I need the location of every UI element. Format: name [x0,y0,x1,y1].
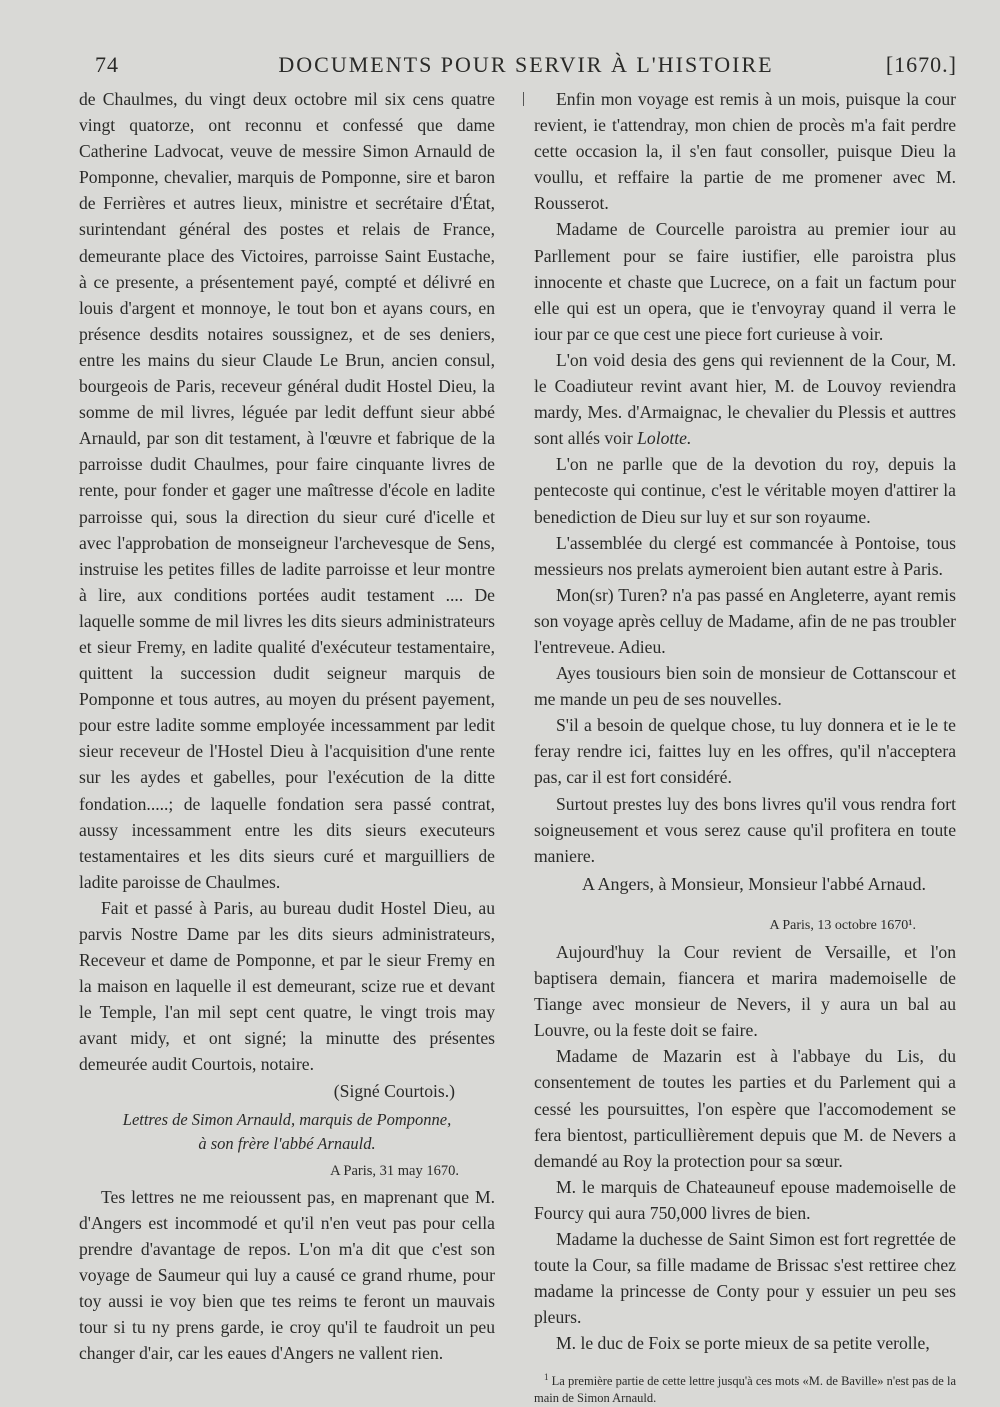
letter-paragraph: Enfin mon voyage est remis à un mois, puisque la cour revient, ie t'attendray, mon chien de procès m'a fait perdre cette occasion la, il s'en faut consoller, puisque Dieu la voullu, et reffaire la partie de me promener avec M. Rousserot. [534,89,956,214]
header-year: [1670.] [885,52,957,77]
letter-paragraph: Surtout prestes luy des bons livres qu'il vous rendra fort soigneusement et vous serez cause qu'il profitera en toute maniere. [534,793,956,866]
left-column [79,86,495,1366]
letter-title-line: Lettres de Simon Arnauld, marquis de Pomponne, [122,1109,452,1129]
letter-paragraph [534,347,956,451]
letter-dateline: A Paris, 13 octobre 1670¹. [769,917,916,933]
running-title: DOCUMENTS POUR SERVIR À L'HISTOIRE [278,52,774,77]
letter-paragraph: Ayes tousiours bien soin de monsieur de Cottanscour et me mande un peu de ses nouvelles. [534,663,956,710]
page-header [95,52,957,88]
letter-paragraph: Aujourd'huy la Cour revient de Versaille, et l'on baptisera demain, fiancera et marira mademoiselle de Tiange avec monsieur de Nevers, il y aura un bal au Louvre, ou la feste doit se faire. [534,942,956,1041]
letter-title-line: à son frère l'abbé Arnauld. [198,1133,376,1153]
letter-address: A Angers, à Monsieur, Monsieur l'abbé Arnaud. [582,873,926,894]
letter-paragraph: Mon(sr) Turen? n'a pas passé en Angleterre, ayant remis son voyage après celluy de Madame, afin de ne pas troubler l'entreveue. Adieu. [534,584,956,657]
footnote-mark: 1 [544,1371,549,1382]
letter-paragraph: Tes lettres ne me reioussent pas, en maprenant que M. d'Angers est incommodé et qu'il n'en veut pas pour cella prendre d'avantage de repos. L'on m'a dit que c'est son voyage de Saumeur qui luy a causé ce grand rhume, pour toy aussi ie voy bien que tes reims te feront un mauvais tour si tu ny prens garde, ie croy qu'il te faudroit un peu changer d'air, car les eaues d'Angers ne vallent rien. [79,1186,495,1364]
right-column [534,86,956,1407]
letter-paragraph: L'on ne parlle que de la devotion du roy, depuis la pentecoste qui continue, c'est le véritable moyen d'attirer la benediction de Dieu sur luy et sur son royaume. [534,454,956,527]
footnote [534,1369,956,1407]
letter-paragraph: S'il a besoin de quelque chose, tu luy donnera et ie le te feray rendre ici, faittes luy en les offres, qu'il n'acceptera pas, car il est fort considéré. [534,715,956,788]
letter-paragraph: Madame de Courcelle paroistra au premier iour au Parllement pour se faire iustifier, elle paroistra plus innocente et chaste que Lucrece, on a fait un factum pour elle qui est un opera, que ie t'envoyray quand il verra le iour par ce que cest une piece fort curieuse à voir. [534,219,956,344]
letter-paragraph: Madame de Mazarin est à l'abbaye du Lis, du consentement de toutes les parties et du Parlement qui a cessé les poursuittes, l'on espère que l'accomodement se fera bientost, particullièrement depuis que M. de Nevers a demandé au Roy la protection pour sa sœur. [534,1046,956,1171]
letter-dateline: A Paris, 31 may 1670. [330,1162,459,1179]
italic-name: Lolotte. [637,428,692,449]
letter-title [79,1108,495,1156]
letter-paragraph: Madame la duchesse de Saint Simon est fort regrettée de toute la Cour, sa fille madame de Brissac s'est rettiree chez madame la princesse de Conty pour y essuier un peu ses pleurs. [534,1229,956,1328]
letter-paragraph: M. le marquis de Chateauneuf epouse mademoiselle de Fourcy qui aura 750,000 livres de bien. [534,1176,956,1223]
letter-paragraph: L'assemblée du clergé est commancée à Pontoise, tous messieurs nos prelats aymeroient bien autant estre à Paris. [534,532,956,579]
act-paragraph: Fait et passé à Paris, au bureau dudit Hostel Dieu, au parvis Nostre Dame par les dits sieurs administrateurs, Receveur et dame de Pomponne, et par le sieur Fremy en la maison en laquelle il est demeurant, scize rue et devant le Temple, l'an mil sept cent quatre, le vingt trois may avant midy, et ont signé; la minutte des présentes demeurée audit Courtois, notaire. [79,897,495,1075]
act-paragraph: de Chaulmes, du vingt deux octobre mil six cens quatre vingt quatorze, ont reconnu et confessé que dame Catherine Ladvocat, veuve de messire Simon Arnauld de Pomponne, chevalier, marquis de Pomponne, sire et baron de Ferrières et autres lieux, ministre et secrétaire d'État, surintendant général des postes et relais de France, demeurante place des Victoires, parroisse Saint Eustache, à ce presente, a présentement payé, compté et délivré en louis d'argent et monnoye, le tout bon et ayans cours, en présence desdits notaires soussignez, et de ses deniers, entre les mains du sieur Claude Le Brun, ancien consul, bourgeois de Paris, receveur général dudit Hostel Dieu, la somme de mil livres, léguée par ledit deffunt sieur abbé Arnauld, par son dit testament, à l'œuvre et fabrique de la parroisse dudit Chaulmes, pour faire cinquante livres de rente, pour fonder et gager une maîtresse d'école en ladite parroisse qui, sous la direction du sieur curé d'icelle et avec l'approbation de monseigneur l'archevesque de Sens, instruise les petites filles de ladite parroisse et leur montre à lire, aux conditions portées audit testament .... De laquelle somme de mil livres les dits sieurs administrateurs et sieur Fremy, en ladite qualité d'exécuteur testamentaire, quittent la succession dudit seigneur marquis de Pomponne et tous autres, au moyen du présent payement, pour estre ladite somme employée incessamment par ledit sieur receveur de l'Hostel Dieu à l'acquisition d'une rente sur les aydes et gabelles, pour l'exécution de la ditte fondation.....; de laquelle fondation sera passé contrat, aussy incessamment entre les dits sieurs executeurs testamentaires et les dits sieurs curé et marguilliers de ladite paroisse de Chaulmes. [79,89,495,892]
paragraph-text: L'on void desia des gens qui reviennent de la Cour, M. le Coadiuteur revint avant hier, M. de Louvoy reviendra mardy, Mes. d'Armaignac, le chevalier du Plessis et auttres sont allés voir [534,349,956,449]
page-number: 74 [95,52,119,77]
letter-paragraph: M. le duc de Foix se porte mieux de sa petite verolle, [556,1333,930,1354]
column-rule [523,92,524,106]
notary-signature: (Signé Courtois.) [333,1080,455,1101]
footnote-text: La première partie de cette lettre jusqu'à ces mots «M. de Baville» n'est pas de la main de Simon Arnauld. [534,1373,956,1405]
